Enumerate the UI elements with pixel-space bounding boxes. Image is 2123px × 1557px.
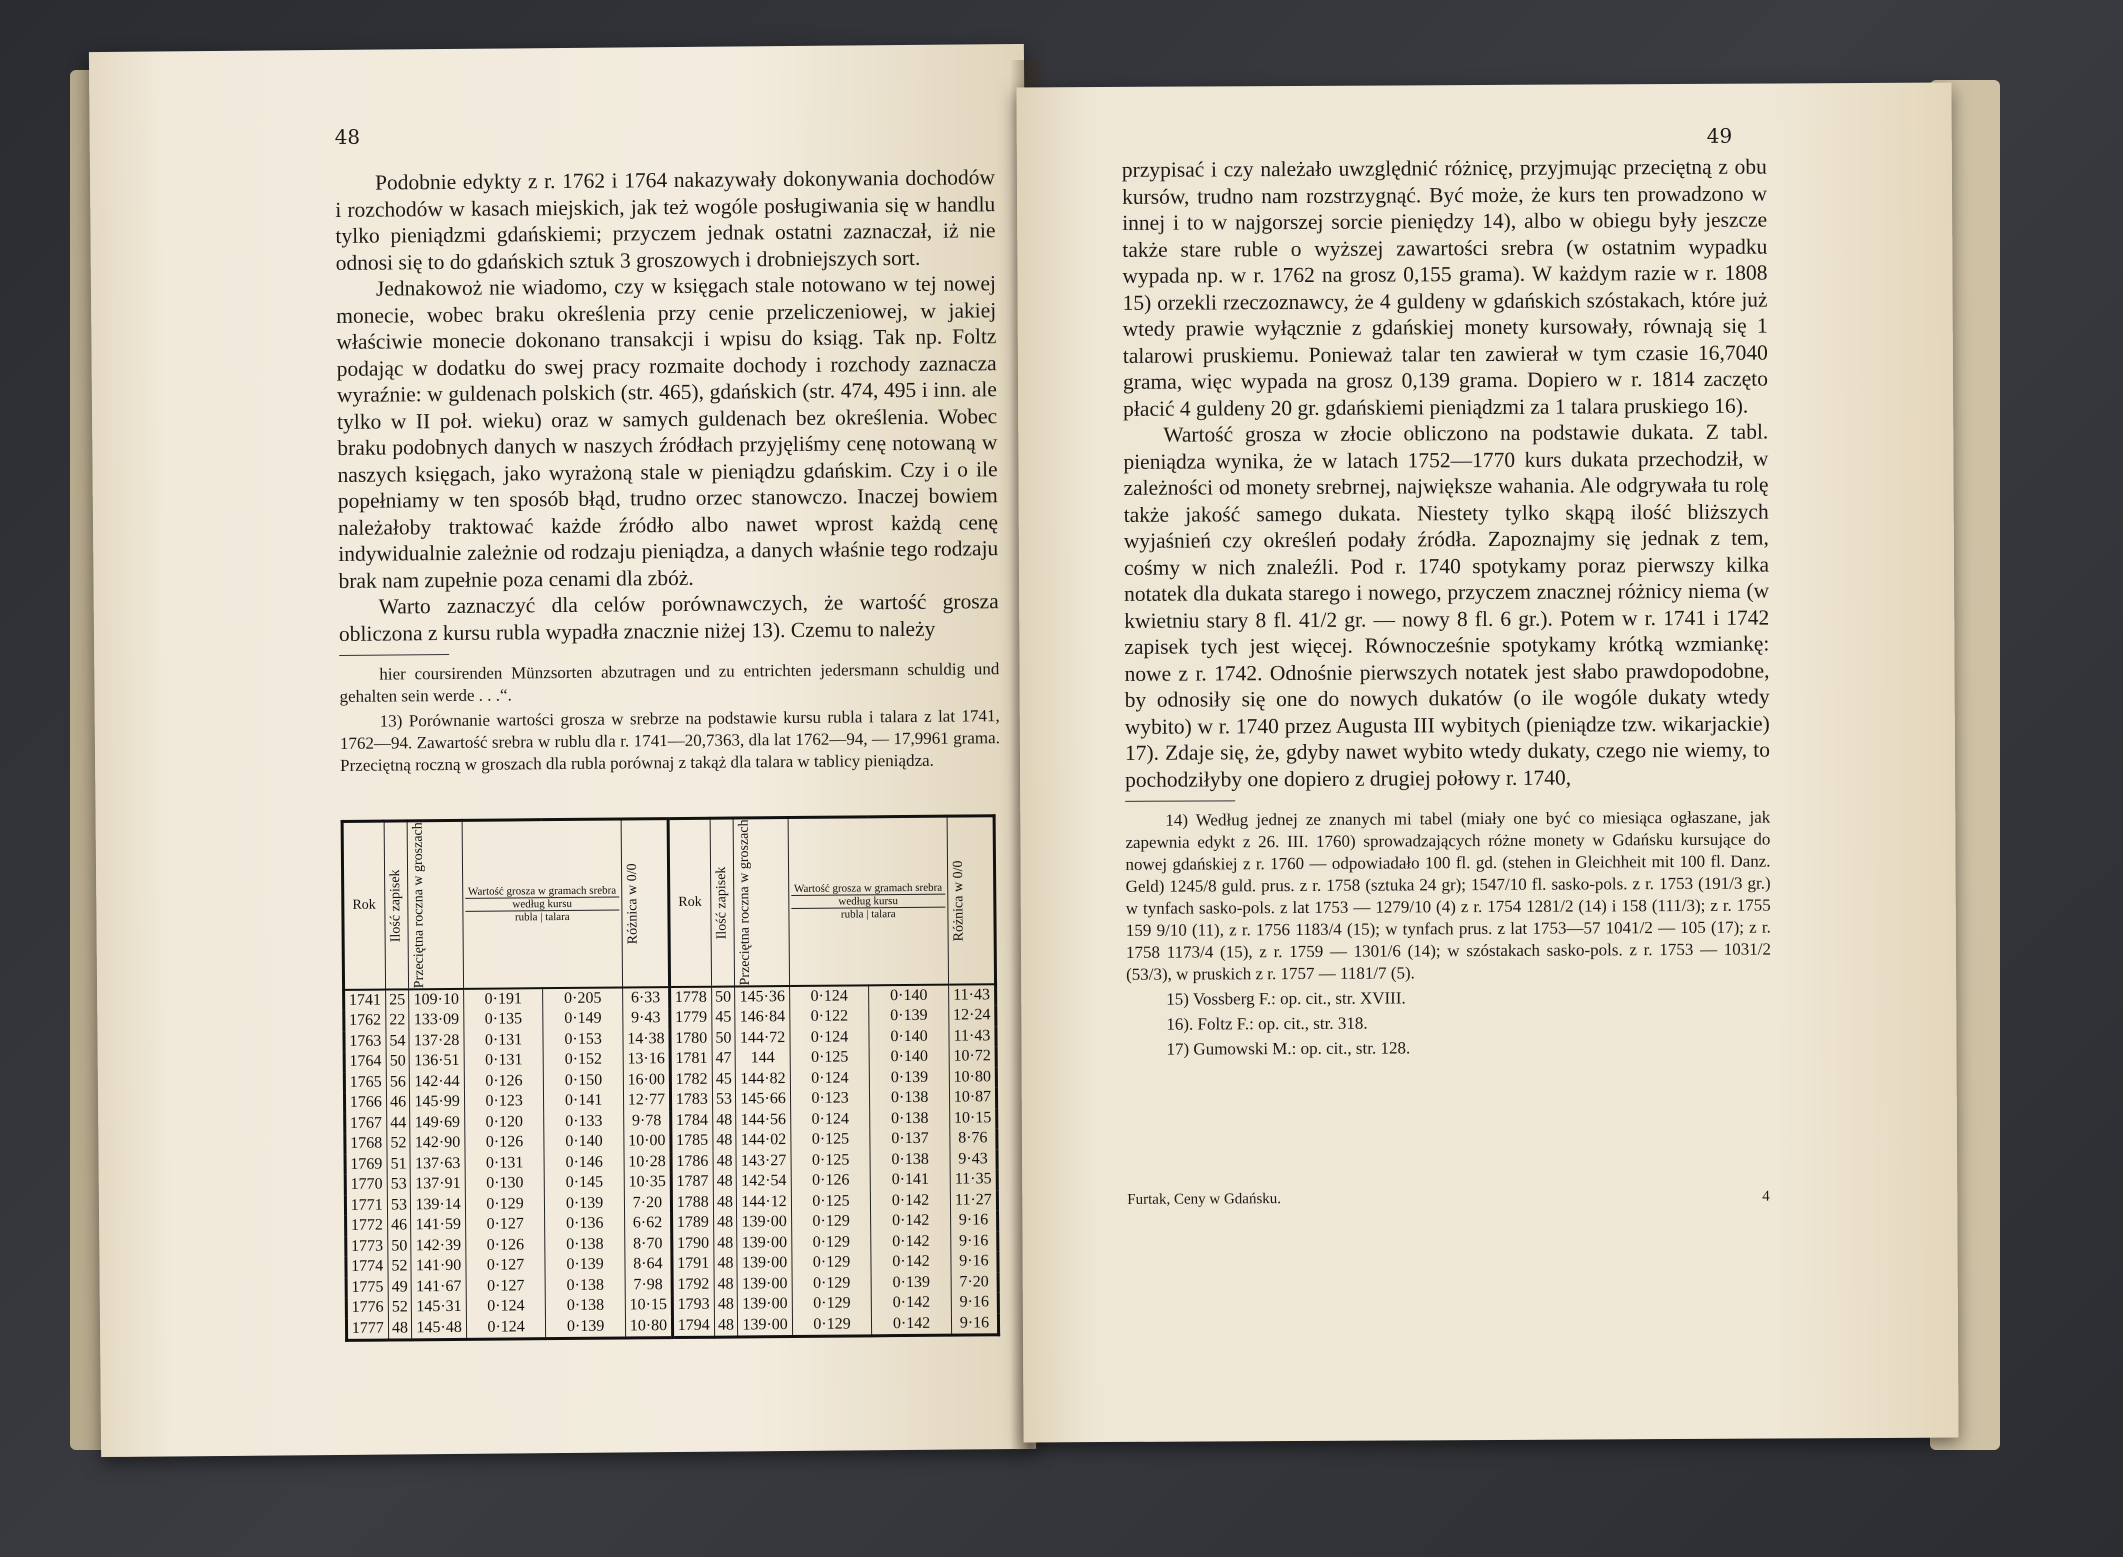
cell-talara: 0·139 [870,1068,950,1089]
cell-talara: 0·140 [869,1047,949,1068]
cell-rok: 1768 [350,1135,383,1153]
cell-ilosc: 48 [712,1110,736,1131]
cell-talara: 0·145 [545,1173,625,1194]
cell-rubla: 0·125 [790,1048,870,1069]
cell-przecietna: 109·10 [409,989,464,1011]
cell-roznica: 10·80 [625,1316,672,1338]
cell-ilosc: 48 [714,1274,738,1295]
cell-roznica: 8·64 [625,1255,672,1276]
cell-roznica: 11·27 [950,1190,997,1211]
cell-rubla: 0·131 [464,1051,544,1072]
footnote-17: 17) Gumowski M.: op. cit., str. 128. [1166,1038,1411,1059]
cell-roznica: 7·20 [624,1193,671,1214]
cell-przecietna: 145·66 [736,1089,791,1110]
cell-ilosc: 48 [713,1151,737,1172]
cell-talara: 0·133 [544,1111,624,1132]
cell-talara: 0·139 [545,1255,625,1276]
cell-przecietna: 137·91 [411,1174,466,1195]
cell-rubla: 0·191 [463,988,543,1010]
cell-przecietna: 139·00 [737,1274,792,1295]
cell-rok: 1763 [349,1032,382,1050]
cell-talara: 0·142 [872,1314,952,1337]
cell-rok: 1786 [671,1152,713,1173]
cell-rubla: 0·131 [464,1030,544,1051]
footnote-15: 15) Vossberg F.: op. cit., str. XVIII. [1166,988,1406,1009]
footnotes [339,658,1000,777]
cell-rubla: 0·129 [792,1294,872,1315]
cell-roznica: 10·15 [625,1296,672,1317]
cell-roznica: 12·77 [623,1091,670,1112]
cell-roznica: 9·16 [951,1231,998,1252]
cell-ilosc: 50 [387,1236,411,1257]
cell-roznica: 10·00 [624,1132,671,1153]
cell-talara: 0·138 [870,1109,950,1130]
footnote-divider [339,654,449,656]
cell-ilosc: 46 [387,1216,411,1237]
cell-rubla: 0·127 [466,1256,546,1277]
cell-przecietna: 142·90 [410,1133,465,1154]
cell-rok: 1741 [348,991,382,1009]
cell-roznica: 7·20 [951,1272,998,1293]
cell-roznica: 16·00 [623,1070,670,1091]
col-roznica: Różnica w 0/0 [621,819,670,988]
cell-rok: 1772 [350,1217,383,1235]
cell-ilosc: 48 [712,1131,736,1152]
cell-rok: 1765 [349,1073,382,1091]
cell-rubla: 0·127 [466,1276,546,1297]
cell-rok: 1785 [671,1131,713,1152]
paragraph: Jednakowoż nie wiadomo, czy w księgach stale notowano w tej nowej monecie, wobec braku określenia przy cenie przeliczeniowej, w jakiej właściwie monecie dokonano transakcji i wpisu do ksiąg. Tak np. Foltz podając w dodatku do swej pracy rozmaite dochody i rozchody zaznacza wyraźnie: w guldenach polskich (str. 465), gdańskich (str. 474, 495 i inn. ale tylko w II poł. wieku) oraz w samych guldenach bez określenia. Wobec braku podobnych danych w naszych źródłach przyjęliśmy cenę notowaną w naszych księgach, jako wyrażoną stale w pieniądzu gdańskim. Czy i o ile popełniamy w ten sposób błąd, trudno orzec stanowczo. Inaczej bowiem należałoby traktować każde źródło albo nawet wprost każdą cenę indywidualnie zależnie od rodzaju pieniądza, a danych właśnie tego rodzaju brak nam zupełnie poza cenami dla zbóż. [336,271,999,593]
cell-rubla: 0·124 [790,1027,870,1048]
cell-roznica: 14·38 [623,1029,670,1050]
cell-przecietna: 145·48 [412,1318,467,1340]
cell-roznica: 13·16 [623,1050,670,1071]
cell-ilosc: 52 [386,1134,410,1155]
cell-rok: 1773 [351,1237,384,1255]
cell-rok: 1777 [351,1319,384,1337]
cell-rok: 1782 [670,1070,712,1091]
cell-ilosc: 53 [387,1195,411,1216]
cell-roznica: 6·62 [624,1214,671,1235]
cell-rubla: 0·124 [790,1109,870,1130]
cell-roznica: 11·35 [950,1170,997,1191]
cell-talara: 0·150 [544,1070,624,1091]
cell-ilosc: 22 [385,1011,409,1032]
cell-rubla: 0·131 [465,1153,545,1174]
right-page [1016,83,1958,1443]
cell-ilosc: 48 [714,1315,738,1337]
cell-roznica: 9·16 [951,1293,998,1314]
cell-przecietna: 149·69 [410,1113,465,1134]
cell-talara: 0·205 [543,987,623,1009]
footnotes [1125,807,1771,1061]
cell-rubla: 0·124 [790,1068,870,1089]
cell-talara: 0·141 [870,1170,950,1191]
cell-roznica: 10·87 [949,1088,996,1109]
footnote-divider [1125,800,1235,802]
cell-roznica: 11·43 [949,1026,996,1047]
cell-rubla: 0·124 [466,1297,546,1318]
cell-talara: 0·141 [544,1091,624,1112]
cell-ilosc: 48 [713,1172,737,1193]
cell-przecietna: 141·59 [411,1215,466,1236]
cell-rubla: 0·126 [791,1171,871,1192]
cell-roznica: 9·43 [950,1149,997,1170]
cell-przecietna: 139·00 [738,1294,793,1315]
footnote-continuation: hier coursirenden Münzsorten abzutragen und zu entrichten jedersmann schuldig und gehalten sein werde . . .“. [339,659,1000,706]
cell-roznica: 6·33 [622,987,669,1009]
cell-rubla: 0·130 [465,1174,545,1195]
cell-rok: 1764 [349,1053,382,1071]
cell-talara: 0·146 [544,1152,624,1173]
cell-przecietna: 141·67 [412,1277,467,1298]
cell-przecietna: 139·00 [737,1212,792,1233]
cell-rok: 1780 [670,1029,712,1050]
cell-ilosc: 54 [385,1031,409,1052]
cell-rubla: 0·124 [789,985,869,1007]
cell-rubla: 0·135 [464,1010,544,1031]
cell-talara: 0·140 [869,985,949,1007]
cell-rok: 1770 [350,1176,383,1194]
cell-talara: 0·139 [546,1316,626,1339]
cell-rok: 1781 [670,1049,712,1070]
cell-ilosc: 46 [386,1093,410,1114]
cell-ilosc: 45 [711,1008,735,1029]
cell-talara: 0·139 [869,1006,949,1027]
cell-rubla: 0·126 [466,1235,546,1256]
cell-przecietna: 139·00 [738,1315,793,1337]
cell-roznica: 10·72 [949,1047,996,1068]
cell-ilosc: 48 [388,1318,412,1340]
cell-ilosc: 51 [387,1154,411,1175]
cell-rok: 1769 [350,1155,383,1173]
cell-roznica: 11·43 [948,984,995,1006]
cell-ilosc: 53 [712,1090,736,1111]
cell-przecietna: 144·82 [736,1069,791,1090]
cell-rok: 1762 [349,1012,382,1030]
cell-ilosc: 49 [388,1277,412,1298]
cell-rubla: 0·125 [791,1130,871,1151]
cell-rok: 1784 [671,1111,713,1132]
cell-rubla: 0·126 [465,1133,545,1154]
cell-rok: 1787 [671,1172,713,1193]
cell-przecietna: 144·72 [735,1028,790,1049]
col-wartosc-2: Wartość grosza w gramach srebra według kursu rubla | talara [788,816,949,986]
cell-rok: 1792 [672,1275,714,1296]
cell-talara: 0·142 [872,1293,952,1314]
cell-talara: 0·152 [543,1050,623,1071]
cell-rok: 1774 [351,1258,384,1276]
cell-rubla: 0·126 [464,1071,544,1092]
footnote-16: 16). Foltz F.: op. cit., str. 318. [1166,1013,1368,1034]
cell-rok: 1790 [672,1234,714,1255]
cell-przecietna: 146·84 [735,1007,790,1028]
cell-rok: 1767 [349,1114,383,1132]
cell-talara: 0·149 [543,1009,623,1030]
paragraph: Wartość grosza w złocie obliczono na podstawie dukata. Z tabl. pieniądza wynika, że w latach 1752—1770 kurs dukata przechodził, w zależności od monety srebrnej, największe wahania. Ale odgrywała tu rolę także jakość samego dukata. Niestety tylko skąpą ilość bliższych wyjaśnień czy określeń podały źródła. Zapoznajmy się jednak z tem, cośmy w nich znaleźli. Pod r. 1740 spotykamy poraz pierwszy kilka notatek dla dukata starego i nowego, przyczem znacznej różnicy niema (w kwietniu stary 8 fl. 41/2 gr. — nowy 8 fl. 6 gr.). Potem w r. 1741 i 1742 zapisek tych jest więcej. Równocześnie spotykamy krótką wzmiankę: nowe z r. 1742. Odnośnie pierwszych notatek jest słabo prawdopodobne, by odnosiły się one do nowych dukatów (o ile wogóle dukaty wtedy wybito) w r. 1740 przez Augusta III wybitych (pieniądze tzw. wikarjackie) 17). Zdaje się, że, gdyby nawet wybito wtedy dukaty, czego nie wiemy, to pochodziłyby one dopiero z drugiej połowy r. 1740, [1123,419,1770,792]
col-ilosc-2: Ilość zapisek [710,818,735,987]
cell-rubla: 0·123 [790,1089,870,1110]
cell-rok: 1775 [351,1278,384,1296]
paragraph: Warto zaznaczyć dla celów porównawczych, że wartość grosza obliczona z kursu rubla wypadła znacznie niżej 13). Czemu to należy [338,589,999,646]
cell-przecietna: 137·28 [409,1031,464,1052]
cell-przecietna: 144·02 [736,1130,791,1151]
cell-talara: 0·138 [870,1150,950,1171]
cell-rok: 1783 [670,1090,712,1111]
cell-talara: 0·138 [545,1234,625,1255]
cell-przecietna: 139·00 [737,1233,792,1254]
cell-ilosc: 56 [386,1072,410,1093]
left-page [89,44,1036,1457]
cell-roznica: 10·35 [624,1173,671,1194]
left-body-text [335,164,1000,780]
cell-roznica: 7·98 [625,1275,672,1296]
cell-ilosc: 52 [387,1257,411,1278]
cell-rubla: 0·129 [791,1232,871,1253]
cell-rubla: 0·129 [791,1212,871,1233]
footer-title: Furtak, Ceny w Gdańsku. [1127,1191,1282,1208]
page-number: 48 [334,124,361,149]
cell-talara: 0·137 [870,1129,950,1150]
cell-rok: 1793 [672,1295,714,1316]
cell-rubla: 0·129 [465,1194,545,1215]
table-body [344,984,999,1341]
cell-talara: 0·139 [545,1193,625,1214]
cell-talara: 0·142 [871,1232,951,1253]
col-przecietna: Przeciętna roczna w groszach [408,820,464,989]
cell-talara: 0·138 [870,1088,950,1109]
col-przecietna-2: Przeciętna roczna w groszach [734,818,790,987]
cell-ilosc: 45 [712,1069,736,1090]
cell-roznica: 9·43 [623,1009,670,1030]
cell-roznica: 12·24 [949,1006,996,1027]
cell-przecietna: 144 [736,1048,791,1069]
cell-ilosc: 53 [387,1175,411,1196]
cell-rok: 1771 [350,1196,383,1214]
cell-rubla: 0·122 [790,1007,870,1028]
cell-rubla: 0·129 [792,1314,872,1337]
col-wartosc: Wartość grosza w gramach srebra według kursu rubla | talara [462,819,623,989]
cell-ilosc: 48 [714,1295,738,1316]
cell-roznica: 10·80 [949,1067,996,1088]
cell-roznica: 10·15 [949,1108,996,1129]
cell-ilosc: 50 [386,1052,410,1073]
cell-rok: 1776 [351,1299,384,1317]
cell-przecietna: 144·56 [736,1110,791,1131]
cell-rok: 1779 [670,1008,712,1029]
cell-przecietna: 139·14 [411,1195,466,1216]
footnote-13: 13) Porównanie wartości grosza w srebrze na podstawie kursu rubla i talara z lat 1741, 1762—94. Zawartość srebra w rublu dla r. 1741—20,7363, dla lat 1762—94, — 17,9961 grama. Przeciętną roczną w groszach dla rubla porównaj z takąż dla talara w tablicy pieniądza. [339,706,1000,775]
cell-ilosc: 48 [713,1254,737,1275]
cell-rok: 1791 [672,1254,714,1275]
cell-rubla: 0·123 [464,1092,544,1113]
cell-rubla: 0·127 [465,1215,545,1236]
cell-przecietna: 144·12 [737,1192,792,1213]
cell-talara: 0·139 [871,1273,951,1294]
cell-talara: 0·142 [871,1191,951,1212]
cell-ilosc: 48 [713,1233,737,1254]
cell-roznica: 9·16 [951,1313,998,1335]
col-ilosc: Ilość zapisek [384,821,409,990]
cell-talara: 0·140 [869,1027,949,1048]
cell-przecietna: 141·90 [411,1256,466,1277]
cell-ilosc: 44 [386,1113,410,1134]
cell-roznica: 8·70 [625,1234,672,1255]
cell-przecietna: 142·39 [411,1236,466,1257]
cell-przecietna: 145·31 [412,1297,467,1318]
cell-rok: 1778 [670,987,712,1009]
cell-rok: 1788 [671,1193,713,1214]
cell-rubla: 0·124 [466,1317,546,1340]
signature-mark: 4 [1762,1188,1770,1205]
cell-roznica: 10·28 [624,1152,671,1173]
cell-rubla: 0·125 [791,1150,871,1171]
cell-roznica: 9·16 [951,1252,998,1273]
cell-talara: 0·142 [871,1252,951,1273]
cell-talara: 0·140 [544,1132,624,1153]
cell-przecietna: 137·63 [410,1154,465,1175]
cell-rubla: 0·129 [792,1253,872,1274]
cell-ilosc: 48 [713,1192,737,1213]
right-body-text [1122,154,1772,1064]
cell-przecietna: 139·00 [737,1253,792,1274]
cell-ilosc: 50 [711,986,735,1008]
cell-roznica: 9·78 [624,1111,671,1132]
cell-ilosc: 48 [713,1213,737,1234]
cell-rok: 1794 [672,1316,714,1338]
cell-przecietna: 142·54 [737,1171,792,1192]
cell-roznica: 8·76 [950,1129,997,1150]
col-rok-2: Rok [668,818,711,987]
cell-ilosc: 52 [388,1298,412,1319]
cell-talara: 0·138 [545,1275,625,1296]
cell-rubla: 0·120 [464,1112,544,1133]
cell-przecietna: 136·51 [410,1051,465,1072]
cell-przecietna: 133·09 [409,1010,464,1031]
cell-rubla: 0·129 [792,1273,872,1294]
cell-talara: 0·136 [545,1214,625,1235]
cell-rok: 1766 [349,1094,382,1112]
paragraph: przypisać i czy należało uwzględnić różnicę, przyjmując przeciętną z obu kursów, trudno nam rozstrzygnąć. Być może, że kurs ten prowadzono w innej i to w najgorszej sorcie pieniędzy 14), albo w obiegu były jeszcze także stare ruble o wyższej zawartości srebra (w ostatnim wypadku wypada np. w r. 1762 na grosz 0,155 grama). W każdym razie w r. 1808 15) orzekli rzeczoznawcy, że 4 guldeny w gdańskich szóstakach, które już wtedy prawie wyłącznie z gdańskiej monety kursowały, równają się 1 talarowi pruskiemu. Ponieważ talar ten zawierał w tym czasie 16,7040 grama, więc wypada na grosz 0,139 grama. Dopiero w r. 1814 zaczęto płacić 4 guldeny 20 gr. gdańskiemi pieniądzmi za 1 talara pruskiego 16). [1121,154,1769,421]
paragraph: Podobnie edykty z r. 1762 i 1764 nakazywały dokonywania dochodów i rozchodów w kasach miejskich, jak też wogóle posługiwania się w handlu tylko pieniądzmi gdańskiemi; przyczem jednak ostatni zaznaczał, iż nie odnosi się to do gdańskich sztuk 3 groszowych i drobniejszych sort. [335,165,996,275]
cell-rubla: 0·125 [791,1191,871,1212]
cell-przecietna: 145·99 [410,1092,465,1113]
silver-value-table [341,814,1001,1342]
cell-rok: 1789 [672,1213,714,1234]
cell-talara: 0·138 [546,1296,626,1317]
cell-ilosc: 25 [385,989,409,1011]
cell-przecietna: 143·27 [736,1151,791,1172]
cell-ilosc: 47 [712,1049,736,1070]
cell-roznica: 9·16 [950,1211,997,1232]
cell-przecietna: 142·44 [410,1072,465,1093]
table-row [346,1313,998,1341]
cell-przecietna: 145·36 [735,986,790,1008]
col-rok: Rok [342,821,385,990]
col-roznica-2: Różnica w 0/0 [947,816,996,985]
cell-ilosc: 50 [711,1028,735,1049]
footnote-14: 14) Według jednej ze znanych mi tabel (miały one być co miesiąca ogłaszane, jak zapewnia edykt z 26. III. 1760) sprowadzających różne monety w Gdańsku kursujące do nowej gdańskiej z r. 1760 — odpowiadało 100 fl. gd. (stehen in Gleichheit mit 100 fl. Danz. Geld) 1245/8 guld. prus. z r. 1758 (sztuka 24 gr); 1547/10 fl. sasko-pols. z r. 1753 (191/3 gr.) w tynfach sasko-pols. z lat 1753 — 1279/10 (4) z r. 1754 1281/2 (14) i 158 (111/3); z r. 1755 159 9/10 (11), z r. 1756 1183/4 (15); w tynfach prus. z lat 1753—57 1041/2 — 105 (17); z r. 1758 1173/4 (15), z r. 1759 — 1301/6 (14); w szóstakach sasko-pols. z r. 1753 — 1031/2 (53/3), w pruskich z r. 1757 — 1181/7 (5). [1125,807,1772,984]
page-number: 49 [1706,123,1733,148]
cell-talara: 0·153 [543,1029,623,1050]
cell-talara: 0·142 [871,1211,951,1232]
